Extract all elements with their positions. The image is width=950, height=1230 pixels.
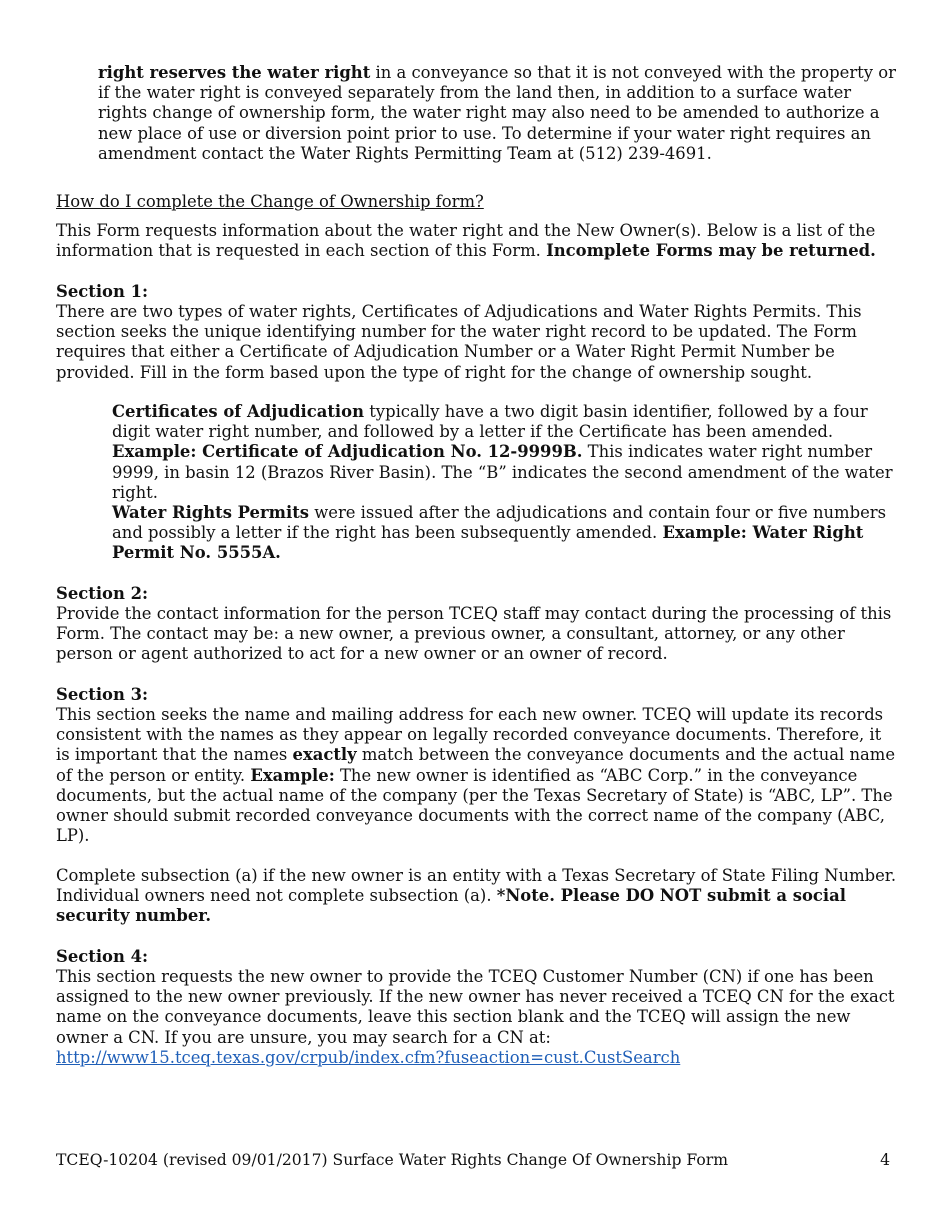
footer-page-number: 4 (880, 1151, 890, 1169)
permit-example-bold: Example: Water Right Permit No. 5555A. (112, 523, 864, 563)
how-paragraph (56, 221, 898, 261)
footer-form-id: TCEQ-10204 (revised 09/01/2017) Surface Water Rights Change Of Ownership Form (56, 1151, 728, 1169)
section3-text3: The new owner is identified as “ABC Corp.” in the conveyance documents, but the actual name of the company (per the Texas Secretary of State) is “ABC, LP”. The owner should submit recorded conveyance documents with the correct name of the company (ABC, LP). (56, 765, 893, 846)
section1-heading: Section 1: (56, 282, 149, 301)
section1-text: There are two types of water rights, Certificates of Adjudications and Water Rights Permits. This section seeks the unique identifying number for the water right record to be updated. The Form requires that either a Certificate of Adjudication Number or a Water Right Permit Number be provided. Fill in the form based upon the type of right for the change of ownership sought. (56, 302, 862, 382)
section4-heading: Section 4: (56, 947, 149, 966)
how-heading: How do I complete the Change of Ownership form? (56, 192, 484, 211)
how-text: This Form requests information about the water right and the New Owner(s). Below is a list of the information that is requested in each section of this Form. (56, 221, 876, 261)
certificate-paragraph (112, 402, 898, 503)
section3-heading: Section 3: (56, 685, 149, 704)
intro-text: in a conveyance so that it is not conveyed with the property or if the water right is conveyed separately from the land then, in addition to a surface water rights change of ownership form, the water right may also need to be amended to authorize a new place of use or diversion point prior to use. To determine if your water right requires an amendment contact the Water Rights Permitting Team at (512) 239-4691. (98, 63, 896, 163)
certificate-text: typically have a two digit basin identifier, followed by a four digit water right number, and followed by a letter if the Certificate has been amended. (112, 402, 868, 442)
certificate-example-text: This indicates water right number 9999, in basin 12 (Brazos River Basin). The “B” indicates the second amendment of the water right. (112, 442, 893, 502)
how-bold-tail: Incomplete Forms may be returned. (546, 241, 876, 261)
certificate-bold-lead: Certificates of Adjudication (112, 402, 365, 421)
section2-text: Provide the contact information for the person TCEQ staff may contact during the processing of this Form. The contact may be: a new owner, a previous owner, a consultant, attorney, or any other person or agent authorized to act for a new owner or an owner of record. (56, 604, 892, 664)
intro-bold-lead: right reserves the water right (98, 63, 371, 82)
section3-subsection-paragraph (56, 866, 898, 927)
permit-text: were issued after the adjudications and contain four or five numbers and possibly a letter if the right has been subsequently amended. (112, 503, 887, 543)
permit-paragraph (112, 503, 898, 564)
section3-sub-text: Complete subsection (a) if the new owner is an entity with a Texas Secretary of State Filing Number. Individual owners need not complete subsection (a). (56, 866, 897, 906)
section3-example-bold: Example: (250, 765, 335, 785)
section3-exactly: exactly (292, 745, 357, 765)
section3-sub-note: *Note. Please DO NOT submit a social security number. (56, 886, 846, 926)
certificate-example-bold: Example: Certificate of Adjudication No. 12-9999B. (112, 442, 583, 462)
intro-paragraph (98, 63, 898, 164)
section4-text: This section requests the new owner to provide the TCEQ Customer Number (CN) if one has been assigned to the new owner previously. If the new owner has never received a TCEQ CN for the exact name on the conveyance documents, leave this section blank and the TCEQ will assign the new owner a CN. If you are unsure, you may search for a CN at: (56, 967, 895, 1047)
section3-text1: This section seeks the name and mailing address for each new owner. TCEQ will update its records consistent with the names as they appear on legally recorded conveyance documents. Therefore, it is important that the names (56, 705, 884, 765)
customer-search-link[interactable]: http://www15.tceq.texas.gov/crpub/index.cfm?fuseaction=cust.CustSearch (56, 1047, 681, 1067)
section2-heading: Section 2: (56, 584, 149, 603)
section3-text2: match between the conveyance documents and the actual name of the person or entity. (56, 745, 896, 785)
section3-paragraph (56, 705, 898, 846)
permit-bold-lead: Water Rights Permits (112, 503, 309, 522)
section4-paragraph (56, 967, 898, 1068)
